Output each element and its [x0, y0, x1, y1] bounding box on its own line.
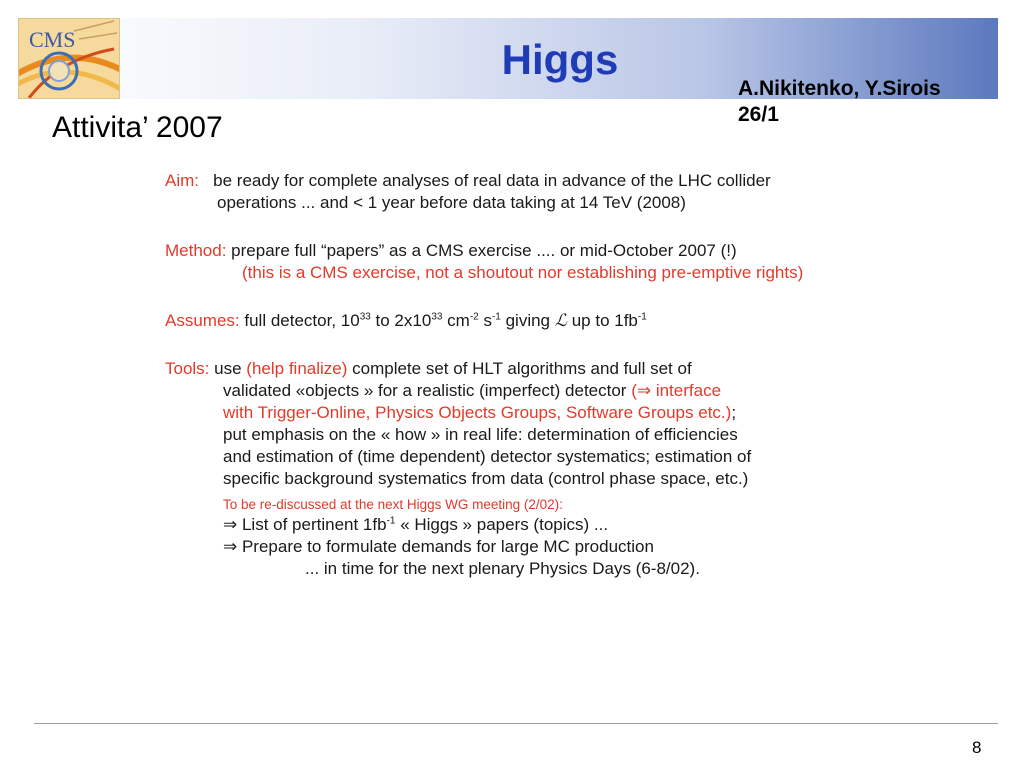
aim-line-2: operations ... and < 1 year before data taking at 14 TeV (2008): [217, 193, 686, 212]
page-number: 8: [972, 738, 982, 757]
assumes-text: full detector, $10^{33}$ to $2x10^{33}$ $cm^{-2}$ $s^{-1}$ giving ℒ up to $1fb^{-1}$: [244, 311, 647, 330]
author-block: [738, 76, 1008, 128]
note-item-2: ⇒ Prepare to formulate demands for large MC production: [223, 537, 654, 556]
author-date: 26/1: [738, 103, 779, 126]
note-item-1: ⇒ List of pertinent $1fb^{-1}$ « Higgs » papers (topics) ...: [223, 515, 609, 534]
tools-section: Tools: use (help finalize) complete set of HLT algorithms and full set of validated «objects » for a realistic (imperfect) detector (⇒ interface with Trigger-Online, Physics Objects Groups, Software Groups etc.); put emphasis on the « how » in real life: determination of efficiencies and estimation of (time dependent) detector systematics; estimation of specific background systematics from data (control phase space, etc.): [165, 359, 752, 488]
aim-label: Aim:: [165, 171, 199, 190]
note-item-3: ... in time for the next plenary Physics Days (6-8/02).: [305, 559, 700, 578]
method-line-1: prepare full “papers” as a CMS exercise .... or mid-October 2007 (!): [231, 241, 737, 260]
slide-content: [165, 170, 905, 580]
assumes-section: [165, 310, 905, 332]
author-names: A.Nikitenko, Y.Sirois: [738, 77, 941, 100]
assumes-label: Assumes:: [165, 311, 240, 330]
footer-divider: [34, 723, 998, 724]
aim-line-1: be ready for complete analyses of real data in advance of the LHC collider: [213, 171, 771, 190]
method-line-2: (this is a CMS exercise, not a shoutout nor establishing pre-emptive rights): [242, 263, 804, 282]
aim-section: [165, 170, 905, 214]
discussion-note: [165, 496, 905, 580]
tools-help: (help finalize): [246, 359, 348, 378]
logo-text: CMS: [29, 27, 76, 52]
slide-subtitle: Attivita’ 2007: [52, 111, 223, 144]
tools-label: Tools:: [165, 359, 210, 378]
method-section: [165, 240, 905, 284]
note-heading: To be re-discussed at the next Higgs WG meeting (2/02):: [223, 497, 563, 512]
slide-title: Higgs: [501, 36, 619, 83]
cms-logo: [18, 18, 120, 99]
method-label: Method:: [165, 241, 227, 260]
